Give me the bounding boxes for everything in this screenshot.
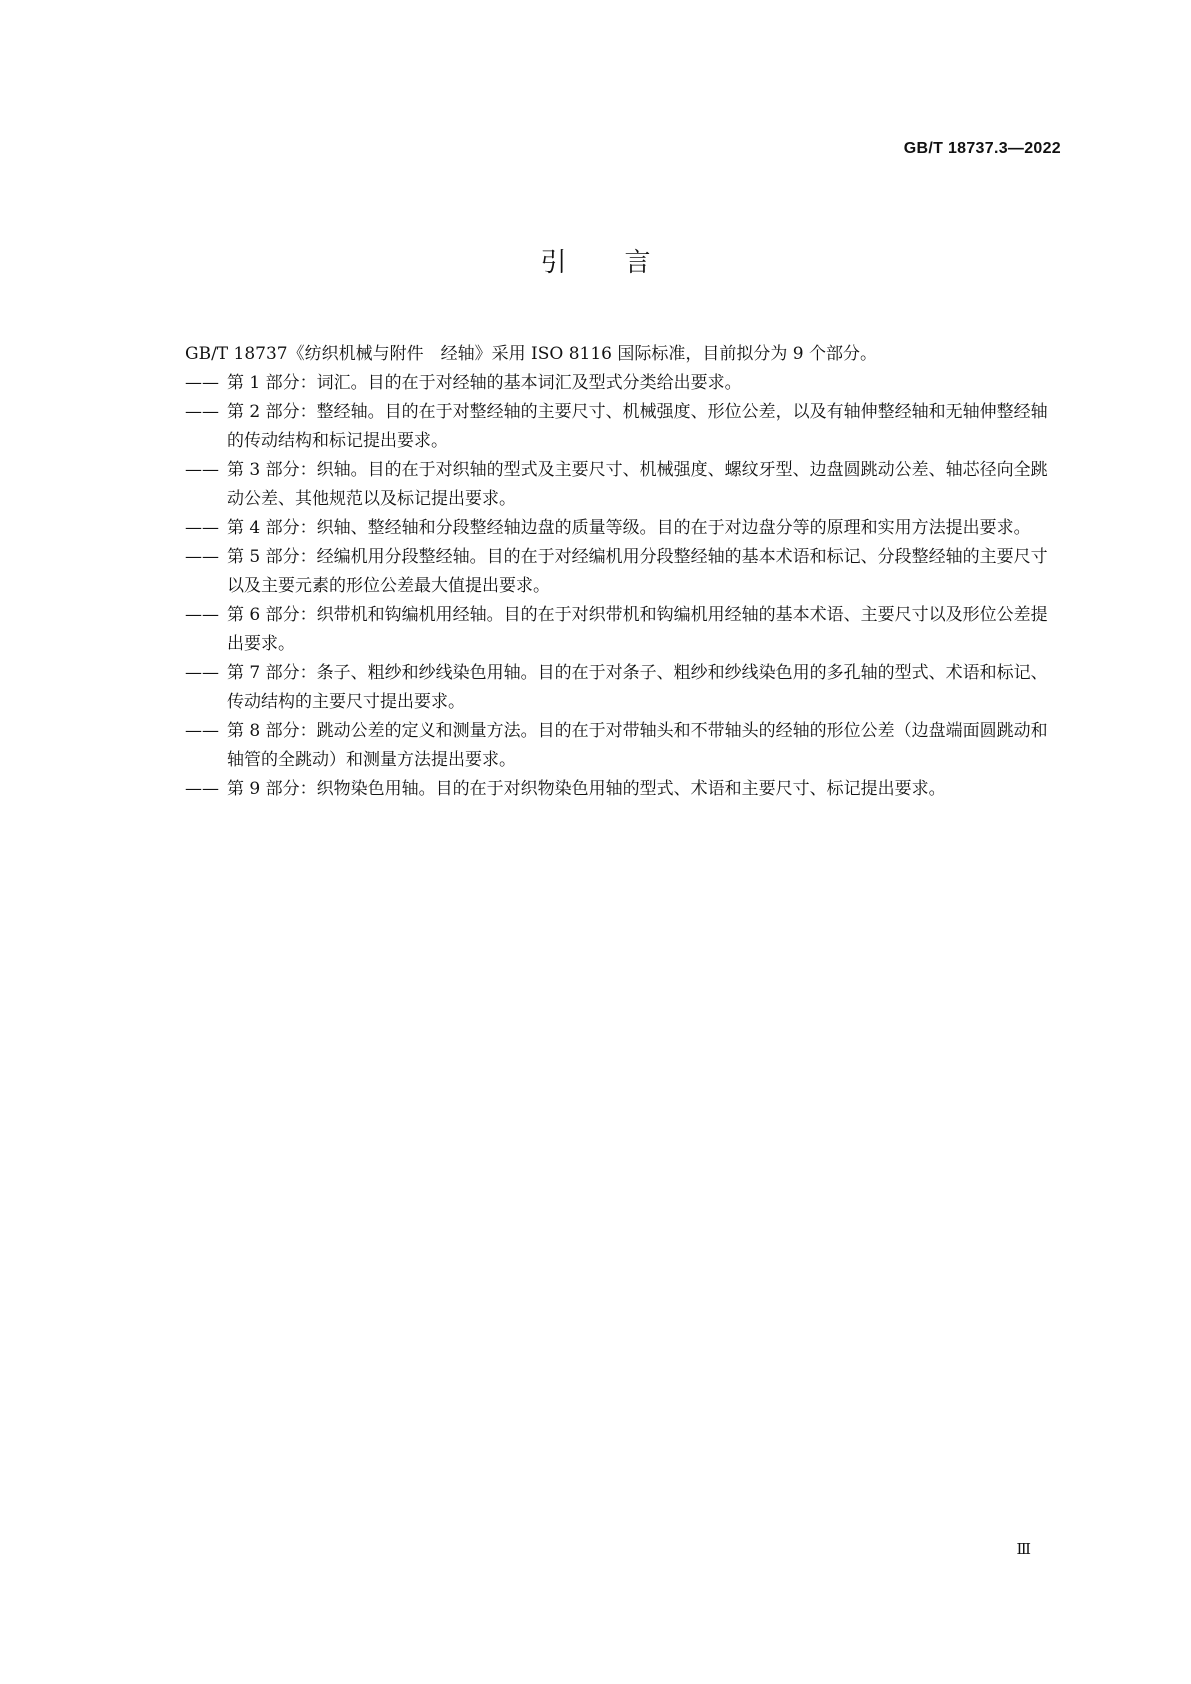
dash-marker: —— — [185, 721, 219, 741]
list-item — [185, 659, 1060, 717]
list-item — [185, 398, 1060, 456]
part-5-text: 第 5 部分：经编机用分段整经轴。目的在于对经编机用分段整经轴的基本术语和标记、分段整经轴的主要尺寸以及主要元素的形位公差最大值提出要求。 — [227, 547, 1048, 596]
part-4-text: 第 4 部分：织轴、整经轴和分段整经轴边盘的质量等级。目的在于对边盘分等的原理和实用方法提出要求。 — [227, 518, 1031, 538]
dash-marker: —— — [185, 373, 219, 393]
dash-marker: —— — [185, 547, 219, 567]
list-item — [185, 601, 1060, 659]
dash-marker: —— — [185, 779, 219, 799]
list-item — [185, 543, 1060, 601]
part-8-text: 第 8 部分：跳动公差的定义和测量方法。目的在于对带轴头和不带轴头的经轴的形位公差（边盘端面圆跳动和轴管的全跳动）和测量方法提出要求。 — [227, 721, 1048, 770]
list-item — [185, 369, 1060, 398]
dash-marker: —— — [185, 663, 219, 683]
list-item — [185, 717, 1060, 775]
part-7-text: 第 7 部分：条子、粗纱和纱线染色用轴。目的在于对条子、粗纱和纱线染色用的多孔轴的型式、术语和标记、传动结构的主要尺寸提出要求。 — [227, 663, 1048, 712]
part-1-text: 第 1 部分：词汇。目的在于对经轴的基本词汇及型式分类给出要求。 — [227, 373, 742, 393]
part-3-text: 第 3 部分：织轴。目的在于对织轴的型式及主要尺寸、机械强度、螺纹牙型、边盘圆跳动公差、轴芯径向全跳动公差、其他规范以及标记提出要求。 — [227, 460, 1048, 509]
part-9-text: 第 9 部分：织物染色用轴。目的在于对织物染色用轴的型式、术语和主要尺寸、标记提出要求。 — [227, 779, 946, 799]
dash-marker: —— — [185, 518, 219, 538]
list-item — [185, 456, 1060, 514]
list-item — [185, 775, 1060, 804]
standard-code: GB/T 18737.3—2022 — [903, 140, 1061, 157]
dash-marker: —— — [185, 605, 219, 625]
part-2-text: 第 2 部分：整经轴。目的在于对整经轴的主要尺寸、机械强度、形位公差，以及有轴伸整经轴和无轴伸整经轴的传动结构和标记提出要求。 — [227, 402, 1048, 451]
dash-marker: —— — [185, 402, 219, 422]
part-6-text: 第 6 部分：织带机和钩编机用经轴。目的在于对织带机和钩编机用经轴的基本术语、主要尺寸以及形位公差提出要求。 — [227, 605, 1048, 654]
intro-paragraph: GB/T 18737《纺织机械与附件 经轴》采用 ISO 8116 国际标准，目前拟分为 9 个部分。 — [185, 344, 878, 364]
list-item — [185, 514, 1060, 543]
page-title: 引言 — [540, 248, 709, 278]
dash-marker: —— — [185, 460, 219, 480]
page-number: Ⅲ — [1016, 1540, 1031, 1558]
foreword-body — [185, 340, 1060, 804]
